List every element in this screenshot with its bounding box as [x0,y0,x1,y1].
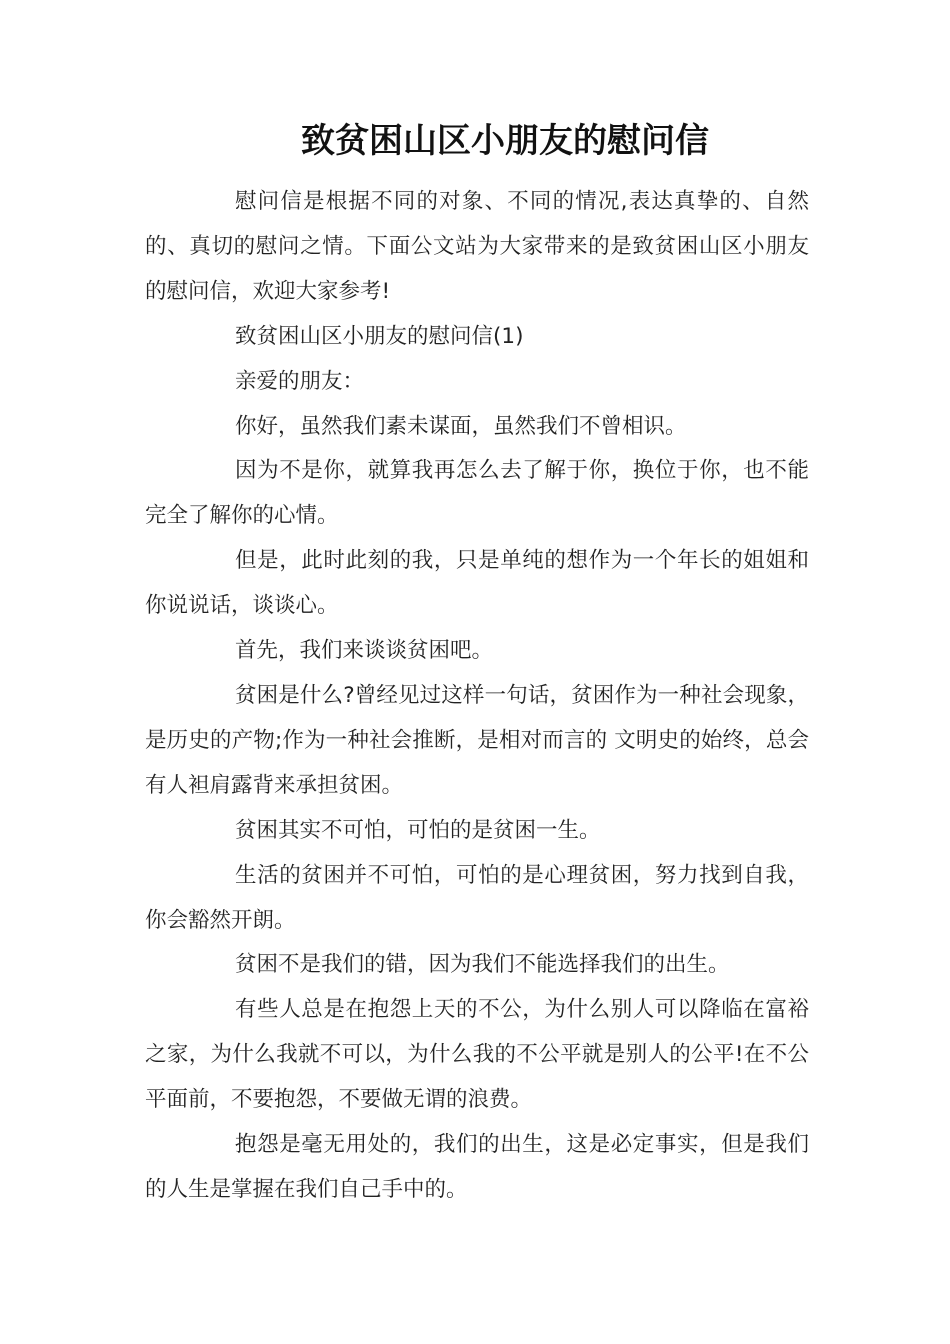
document-title: 致贫困山区小朋友的慰问信 [301,121,709,161]
paragraph-greeting: 你好，虽然我们素未谋面，虽然我们不曾相识。 [235,413,687,439]
paragraph: 贫困其实不可怕，可怕的是贫困一生。 [235,817,601,843]
paragraph-salutation: 亲爱的朋友： [235,368,365,394]
paragraph: 抱怨是毫无用处的，我们的出生，这是必定事实，但是我们的人生是掌握在我们自己手中的。 [145,1132,809,1202]
paragraph: 因为不是你，就算我再怎么去了解于你，换位于你，也不能完全了解你的心情。 [145,458,809,529]
paragraph: 但是，此时此刻的我，只是单纯的想作为一个年长的姐姐和你说说话，谈谈心。 [145,548,809,619]
paragraph: 生活的贫困并不可怕，可怕的是心理贫困，努力找到自我，你会豁然开朗。 [145,862,809,933]
paragraph: 贫困不是我们的错，因为我们不能选择我们的出生。 [235,952,730,978]
paragraph: 贫困是什么?曾经见过这样一句话，贫困作为一种社会现象，是历史的产物;作为一种社会推断，是相对而言的 文明史的始终，总会有人袒肩露背来承担贫困。 [145,682,809,798]
document-body [145,180,809,1213]
paragraph-subtitle: 致贫困山区小朋友的慰问信(1) [235,323,524,349]
paragraph: 首先，我们来谈谈贫困吧。 [235,638,494,664]
paragraph: 有些人总是在抱怨上天的不公，为什么别人可以降临在富裕之家，为什么我就不可以，为什么我的不公平就是别人的公平!在不公平面前，不要抱怨，不要做无谓的浪费。 [145,997,809,1113]
paragraph-intro: 慰问信是根据不同的对象、不同的情况,表达真挚的、自然的、真切的慰问之情。下面公文站为大家带来的是致贫困山区小朋友的慰问信，欢迎大家参考! [145,189,809,304]
